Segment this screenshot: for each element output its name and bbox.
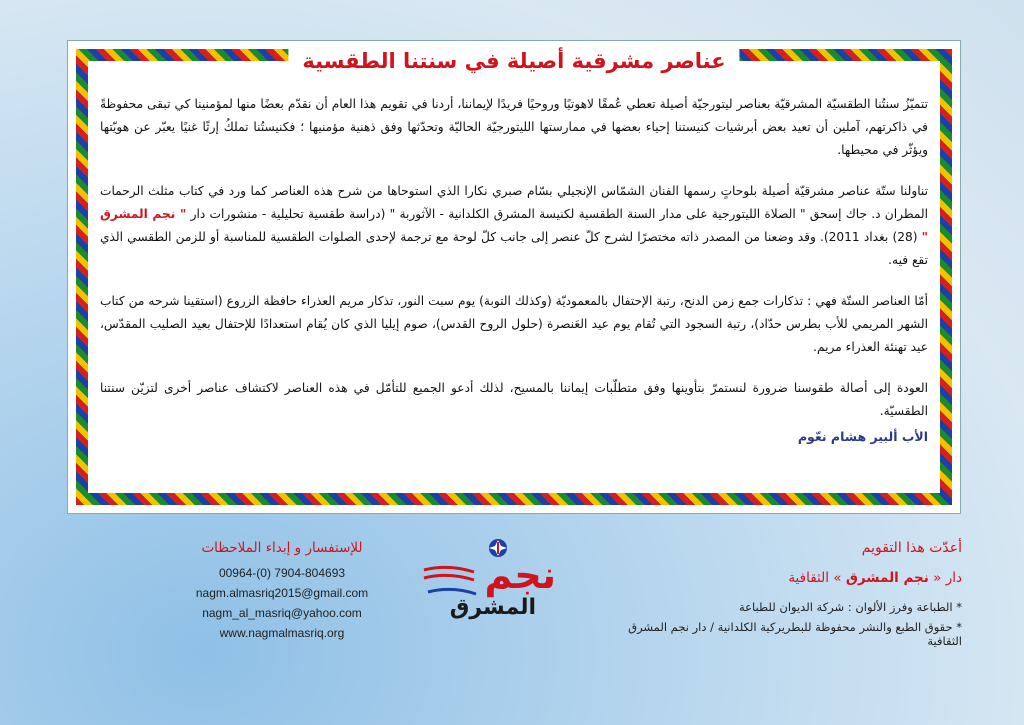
publisher-highlight: " نجم المشرق ": [100, 207, 928, 244]
prepared-by-heading: أعدّت هذا التقويم: [861, 540, 962, 556]
paragraph-conclusion: العودة إلى أصالة طقوسنا ضرورة لنستمرّ بتأوينها وفق متطلّبات إيماننا بالمسيح، لذلك أدعو الجميع للتأمّل في هذه العناصر لاكتشاف عناصر أخرى لتزيّن سنتنا الطقسيّة.: [100, 381, 928, 418]
paragraph-elements-source-end: (28) بغداد 2011). وقد وضعنا من المصدر ذاته مختصرًا لشرح كلّ عنصر إلى جانب كلّ لوحة مع ترجمة لإحدى الصلوات الطقسية للمناسبة أو للزمن الطقسي الذي تقع فيه.: [100, 230, 928, 267]
contact-email-gmail[interactable]: nagm.almasriq2015@gmail.com: [195, 586, 369, 600]
publisher-line: [592, 570, 962, 586]
publisher-prefix: دار «: [933, 570, 962, 586]
article-title: عناصر مشرقية أصيلة في سنتنا الطقسية: [288, 49, 739, 73]
logo-sub-text: المشرق: [449, 595, 536, 620]
logo-swoosh-blue: [428, 589, 476, 594]
nagm-almasriq-logo: [418, 536, 576, 626]
article-content: [100, 49, 929, 483]
copyright-note: * حقوق الطبع والنشر محفوظة للبطريركية الكلدانية / دار نجم المشرق الثقافية: [628, 620, 962, 648]
contact-website[interactable]: www.nagmalmasriq.org: [219, 626, 345, 640]
credits-block: [592, 540, 962, 654]
contact-heading: للإستفسار و إبداء الملاحظات: [201, 540, 363, 556]
logo-swoosh-red: [424, 567, 474, 580]
contact-phone[interactable]: 00964-(0) 7904-804693: [218, 566, 346, 580]
paragraph-elements-source-start: تناولنا ستّة عناصر مشرقيّة أصيلة بلوحاتٍ رسمها الفنان الشمّاس الإنجيلي بسّام صبري نكارا الذي استوحاها من شرح هذه العناصر كما ورد في كتاب مثلث الرحمات المطران د. جاك إسحق " الصلاة الليتورجية على مدار السنة الطقسية لكنيسة المشرق الكلدانية - الآثوربة " (دراسة طقسية تحليلية - منشورات دار: [100, 184, 929, 221]
paragraph-elements-source: [100, 180, 928, 272]
publisher-name: نجم المشرق: [845, 570, 929, 586]
article-body: [100, 93, 928, 444]
printing-note: * الطباعة وفرز الألوان : شركة الديوان للطباعة: [738, 600, 962, 614]
logo-graphic: [418, 536, 576, 626]
paragraph-elements-list: أمّا العناصر الستّة فهي : تذكارات جمع زمن الدنح، رتبة الإحتفال بالمعموديّة (وكذلك التوبة) يوم سبت النور، تذكار مريم العذراء حافظة الزروع (استقينا شرحه من كتاب الشهر المريمي للأب بطرس حدّاد)، رتبة السجود التي تُقام يوم عيد العَنصرة (حلول الروح القدس)، صوم إيليا الذي كان يُقام استعدادًا للإحتفال بعيد الصليب المقدّس، عيد تهنئة العذراء مريم.: [100, 294, 928, 354]
contact-email-yahoo[interactable]: nagm_al_masriq@yahoo.com: [202, 606, 362, 620]
logo-main-text: نجم: [484, 553, 556, 597]
contact-block: [172, 540, 392, 646]
paragraph-intro: تتميّزُ سنتُنا الطقسيّة المشرقيّة بعناصر ليتورجيّة أصيلة تعطي عُمقًا لاهوتيًا وروحيًا فريدًا لإيماننا، أردنا في تقويم هذا العام أن نقدّم بعضًا منها لمؤمنينا كي تبقى محفوظةً في ذاكرتهم، آملين أن تعيد بعض أبرشيات كنيستنا إحياء بعضها في ممارستها الليتورجيّة الحاليّة وتحدّثها وفق ذهنية مؤمنيها ؛ فكنيستُنا تملكُ إرثًا غنيًا يعبّر عن هويّتها ويؤثّر في محيطها.: [100, 97, 928, 157]
author-signature: الأب ألبير هشام نعّوم: [797, 429, 928, 444]
publisher-suffix: » الثقافية: [788, 570, 842, 586]
article-frame: [68, 41, 960, 513]
